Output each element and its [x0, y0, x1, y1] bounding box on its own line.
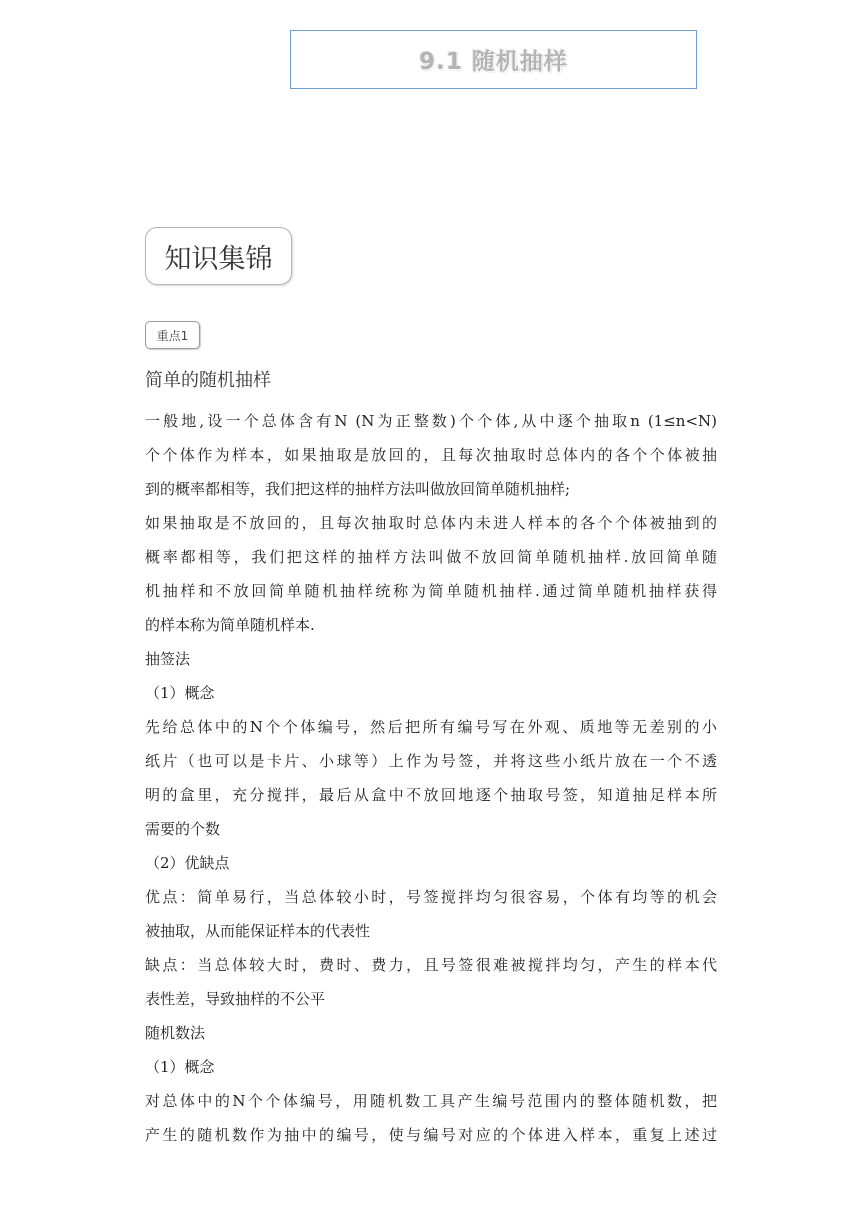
text-line: 需要的个数 [145, 820, 221, 838]
text-line: 到的概率都相等，我们把这样的抽样方法叫做放回简单随机抽样; [145, 480, 571, 498]
text-line: 机抽样和不放回简单随机抽样统称为简单随机抽样.通过简单随机抽样获得 [145, 582, 717, 600]
subheading-random-number-method: 随机数法 [145, 1024, 206, 1042]
text-line: 纸片（也可以是卡片、小球等）上作为号签，并将这些小纸片放在一个不透 [145, 752, 717, 770]
subheading-concept: （1）概念 [145, 684, 215, 702]
subheading-lottery-method: 抽签法 [145, 650, 191, 668]
key-point-badge [145, 321, 200, 349]
topic-heading: 简单的随机抽样 [145, 370, 271, 391]
lesson-title-box [290, 30, 697, 89]
text-line: 缺点：当总体较大时，费时、费力，且号签很难被搅拌均匀，产生的样本代 [145, 956, 717, 974]
text-line: 产生的随机数作为抽中的编号，使与编号对应的个体进入样本，重复上述过 [145, 1126, 717, 1144]
section-title-box [145, 227, 292, 285]
text-line: 优点：简单易行，当总体较小时，号签搅拌均匀很容易，个体有均等的机会 [145, 888, 717, 906]
body-text [145, 404, 717, 1152]
text-line: 个个体作为样本，如果抽取是放回的，且每次抽取时总体内的各个个体被抽 [145, 446, 717, 464]
text-line: 的样本称为简单随机样本. [145, 616, 315, 634]
subheading-concept: （1）概念 [145, 1058, 215, 1076]
key-point-badge-label: 重点1 [156, 328, 189, 343]
text-line: 对总体中的N个个体编号，用随机数工具产生编号范围内的整体随机数，把 [145, 1092, 717, 1110]
text-line: 先给总体中的N个个体编号，然后把所有编号写在外观、质地等无差别的小 [145, 718, 717, 736]
text-line: 一般地,设一个总体含有N (N为正整数)个个体,从中逐个抽取n (1≤n<N) [145, 412, 717, 430]
text-line: 表性差，导致抽样的不公平 [145, 990, 326, 1008]
subheading-pros-cons: （2）优缺点 [145, 854, 230, 872]
lesson-title: 9.1 随机抽样 [419, 49, 568, 75]
text-line: 被抽取，从而能保证样本的代表性 [145, 922, 371, 940]
text-line: 如果抽取是不放回的，且每次抽取时总体内未进人样本的各个个体被抽到的 [145, 514, 717, 532]
text-line: 明的盒里，充分搅拌，最后从盒中不放回地逐个抽取号签，知道抽足样本所 [145, 786, 717, 804]
section-title: 知识集锦 [164, 243, 273, 275]
text-line: 概率都相等，我们把这样的抽样方法叫做不放回简单随机抽样.放回简单随 [145, 548, 717, 566]
